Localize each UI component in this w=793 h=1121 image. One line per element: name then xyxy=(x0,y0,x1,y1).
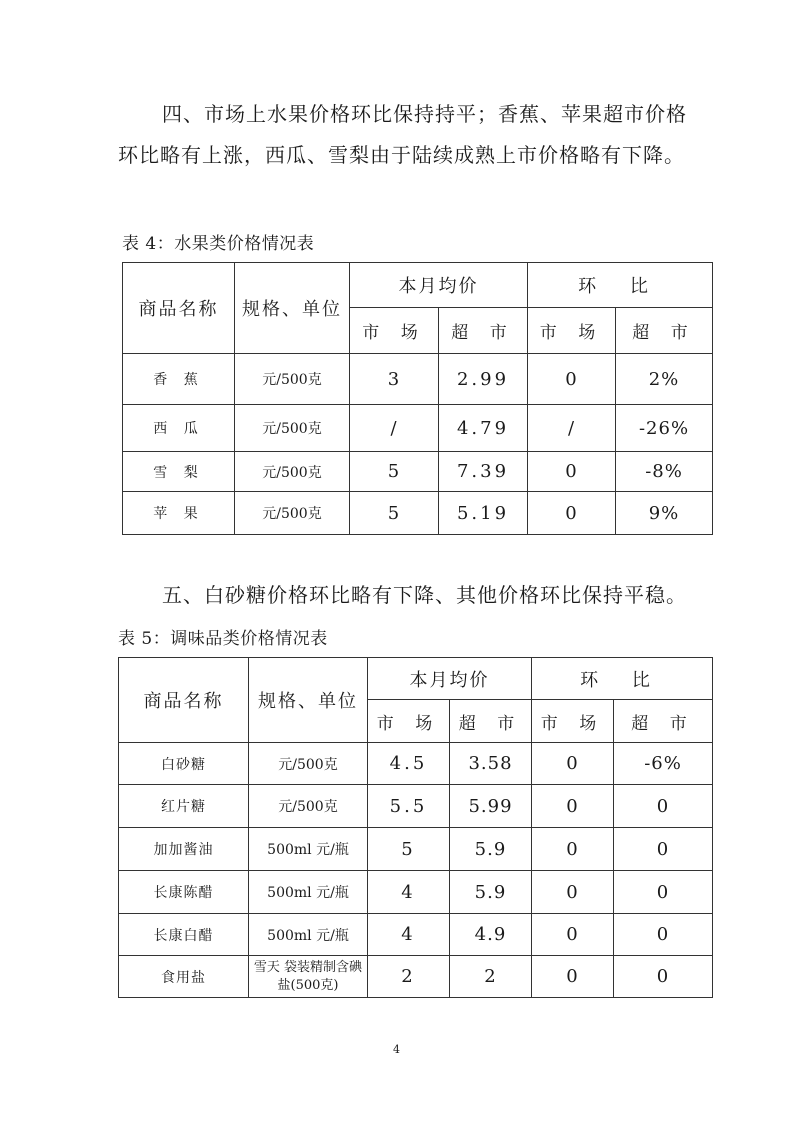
page-number: 4 xyxy=(393,1043,400,1056)
cell-name: 食用盐 xyxy=(119,956,249,998)
cell-avg-market: 3 xyxy=(350,354,439,405)
cell-name: 雪 梨 xyxy=(123,452,235,492)
cell-avg-market: 5.5 xyxy=(368,785,450,828)
cell-name: 红片糖 xyxy=(119,785,249,828)
table-row xyxy=(119,956,713,998)
table-row xyxy=(119,785,713,828)
cell-avg-market: 5 xyxy=(368,828,450,871)
col-header-unit: 规格、单位 xyxy=(249,658,368,743)
col-header-mom-market: 市 场 xyxy=(528,308,616,354)
cell-mom-market: 0 xyxy=(532,956,614,998)
cell-unit: 元/500克 xyxy=(235,354,350,405)
cell-avg-super: 5.9 xyxy=(450,871,532,914)
table5-caption: 表 5：调味品类价格情况表 xyxy=(118,629,328,649)
table-row xyxy=(119,914,713,956)
table-row xyxy=(119,828,713,871)
cell-unit: 500ml 元/瓶 xyxy=(249,871,368,914)
cell-avg-market: 5 xyxy=(350,492,439,535)
cell-unit: 元/500克 xyxy=(249,743,368,785)
cell-unit: 元/500克 xyxy=(235,452,350,492)
cell-mom-market: 0 xyxy=(528,452,616,492)
table4-caption: 表 4：水果类价格情况表 xyxy=(122,234,315,254)
cell-mom-market: 0 xyxy=(528,492,616,535)
cell-mom-market: 0 xyxy=(532,914,614,956)
cell-avg-market: 5 xyxy=(350,452,439,492)
cell-avg-market: 2 xyxy=(368,956,450,998)
cell-mom-super: 0 xyxy=(614,914,713,956)
cell-avg-super: 4.9 xyxy=(450,914,532,956)
cell-mom-super: 9% xyxy=(616,492,713,535)
col-header-avg-price: 本月均价 xyxy=(350,263,528,308)
cell-mom-super: -8% xyxy=(616,452,713,492)
cell-mom-market: 0 xyxy=(532,743,614,785)
col-header-avg-market: 市 场 xyxy=(350,308,439,354)
cell-mom-market: 0 xyxy=(528,354,616,405)
col-header-mom-super: 超 市 xyxy=(614,700,713,743)
cell-mom-super: 0 xyxy=(614,785,713,828)
cell-mom-market: / xyxy=(528,405,616,452)
cell-unit: 元/500克 xyxy=(235,492,350,535)
cell-unit: 雪天 袋装精制含碘盐(500克) xyxy=(249,956,368,998)
cell-avg-super: 5.9 xyxy=(450,828,532,871)
col-header-avg-super: 超 市 xyxy=(439,308,528,354)
table-row xyxy=(119,743,713,785)
cell-name: 西 瓜 xyxy=(123,405,235,452)
cell-avg-super: 2.99 xyxy=(439,354,528,405)
cell-unit: 元/500克 xyxy=(235,405,350,452)
cell-avg-market: 4.5 xyxy=(368,743,450,785)
col-header-mom: 环 比 xyxy=(532,658,713,700)
col-header-name: 商品名称 xyxy=(123,263,235,354)
table-row xyxy=(123,354,713,405)
table-row xyxy=(123,492,713,535)
cell-avg-super: 5.99 xyxy=(450,785,532,828)
cell-name: 苹 果 xyxy=(123,492,235,535)
cell-avg-market: 4 xyxy=(368,914,450,956)
cell-avg-super: 4.79 xyxy=(439,405,528,452)
section4-paragraph: 四、市场上水果价格环比保持持平；香蕉、苹果超市价格环比略有上涨，西瓜、雪梨由于陆续成熟上市价格略有下降。 xyxy=(118,102,687,167)
col-header-mom-super: 超 市 xyxy=(616,308,713,354)
cell-avg-super: 7.39 xyxy=(439,452,528,492)
cell-name: 白砂糖 xyxy=(119,743,249,785)
col-header-mom-market: 市 场 xyxy=(532,700,614,743)
cell-name: 长康白醋 xyxy=(119,914,249,956)
col-header-avg-super: 超 市 xyxy=(450,700,532,743)
cell-mom-super: 2% xyxy=(616,354,713,405)
cell-mom-super: -26% xyxy=(616,405,713,452)
cell-mom-market: 0 xyxy=(532,785,614,828)
cell-mom-market: 0 xyxy=(532,828,614,871)
cell-mom-super: 0 xyxy=(614,871,713,914)
cell-avg-market: 4 xyxy=(368,871,450,914)
cell-name: 长康陈醋 xyxy=(119,871,249,914)
cell-avg-super: 3.58 xyxy=(450,743,532,785)
table-row xyxy=(119,871,713,914)
cell-name: 香 蕉 xyxy=(123,354,235,405)
col-header-name: 商品名称 xyxy=(119,658,249,743)
fruit-price-table xyxy=(122,262,713,535)
col-header-mom: 环 比 xyxy=(528,263,713,308)
cell-mom-super: 0 xyxy=(614,956,713,998)
table-row xyxy=(123,452,713,492)
col-header-avg-market: 市 场 xyxy=(368,700,450,743)
cell-avg-super: 2 xyxy=(450,956,532,998)
cell-mom-super: 0 xyxy=(614,828,713,871)
section5-paragraph: 五、白砂糖价格环比略有下降、其他价格环比保持平稳。 xyxy=(162,583,687,607)
seasoning-price-table xyxy=(118,657,713,998)
cell-mom-super: -6% xyxy=(614,743,713,785)
table-row xyxy=(123,405,713,452)
cell-avg-super: 5.19 xyxy=(439,492,528,535)
cell-unit: 500ml 元/瓶 xyxy=(249,828,368,871)
cell-unit: 500ml 元/瓶 xyxy=(249,914,368,956)
cell-name: 加加酱油 xyxy=(119,828,249,871)
cell-avg-market: / xyxy=(350,405,439,452)
col-header-avg-price: 本月均价 xyxy=(368,658,532,700)
col-header-unit: 规格、单位 xyxy=(235,263,350,354)
cell-unit: 元/500克 xyxy=(249,785,368,828)
cell-mom-market: 0 xyxy=(532,871,614,914)
